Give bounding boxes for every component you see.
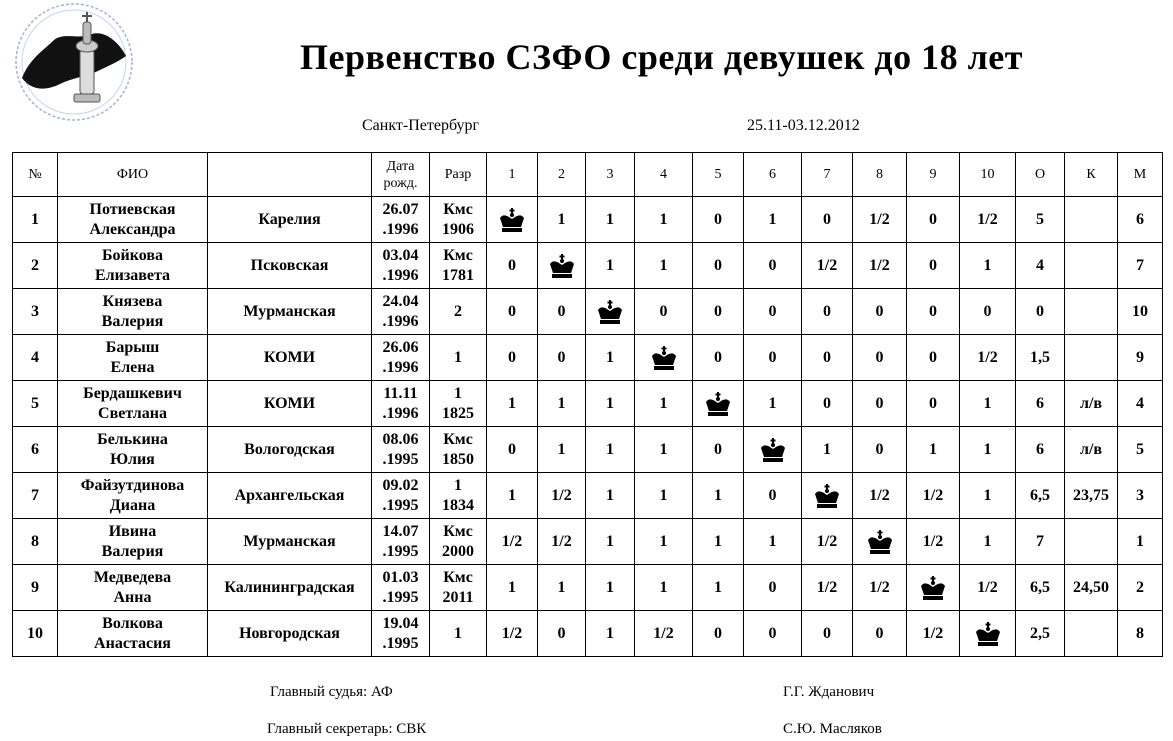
game-result: 0 [802, 335, 853, 381]
header-round: 8 [853, 153, 907, 197]
game-result: 0 [907, 197, 960, 243]
game-result: 1 [635, 243, 693, 289]
player-name [58, 427, 208, 473]
player-firstname: Александра [89, 220, 176, 238]
self-cell [853, 519, 907, 565]
birth-day-month: 14.07 [382, 522, 419, 540]
rating-class: 2 [454, 302, 462, 320]
player-surname: Бердашкевич [83, 384, 182, 402]
player-points: 5 [1016, 197, 1065, 243]
chess-king-icon [649, 345, 679, 371]
player-number: 8 [13, 519, 58, 565]
chess-federation-logo-icon [2, 0, 150, 128]
rating-value: 1825 [442, 404, 474, 422]
player-firstname: Диана [109, 496, 156, 514]
player-region: Псковская [208, 243, 372, 289]
game-result: 1 [693, 519, 744, 565]
player-birthdate [372, 243, 430, 289]
player-points: 1,5 [1016, 335, 1065, 381]
player-region: Архангельская [208, 473, 372, 519]
rating-class: 1 [454, 476, 462, 494]
game-result: 0 [853, 611, 907, 657]
player-surname: Медведева [93, 568, 172, 586]
player-region: Новгородская [208, 611, 372, 657]
player-birthdate [372, 565, 430, 611]
game-result: 1 [586, 565, 635, 611]
rating-value: 2011 [442, 588, 474, 606]
chess-king-icon [865, 529, 895, 555]
game-result: 0 [907, 381, 960, 427]
birth-year: .1996 [382, 220, 419, 238]
player-place: 10 [1118, 289, 1163, 335]
game-result: 1/2 [960, 335, 1016, 381]
table-row [13, 197, 1163, 243]
game-result: 1 [802, 427, 853, 473]
player-coefficient [1065, 611, 1118, 657]
header-rating: Разр [430, 153, 487, 197]
player-coefficient [1065, 519, 1118, 565]
player-number: 6 [13, 427, 58, 473]
player-region: Вологодская [208, 427, 372, 473]
game-result: 0 [538, 289, 586, 335]
player-points: 6,5 [1016, 473, 1065, 519]
game-result: 0 [960, 289, 1016, 335]
birth-year: .1995 [382, 450, 419, 468]
game-result: 0 [802, 381, 853, 427]
player-rating [430, 197, 487, 243]
player-place: 6 [1118, 197, 1163, 243]
game-result: 1 [538, 381, 586, 427]
player-region: Мурманская [208, 519, 372, 565]
player-rating [430, 427, 487, 473]
player-surname: Барыш [105, 338, 160, 356]
player-coefficient [1065, 243, 1118, 289]
player-coefficient [1065, 289, 1118, 335]
player-name [58, 197, 208, 243]
chess-king-icon [547, 253, 577, 279]
player-number: 9 [13, 565, 58, 611]
player-region: КОМИ [208, 381, 372, 427]
player-points: 6 [1016, 381, 1065, 427]
game-result: 0 [538, 611, 586, 657]
chess-king-icon [497, 207, 527, 233]
player-coefficient [1065, 197, 1118, 243]
player-birthdate [372, 427, 430, 473]
self-cell [744, 427, 802, 473]
game-result: 1 [635, 519, 693, 565]
player-place: 8 [1118, 611, 1163, 657]
birth-day-month: 26.07 [382, 200, 419, 218]
game-result: 1 [487, 381, 538, 427]
player-place: 1 [1118, 519, 1163, 565]
game-result: 1/2 [853, 473, 907, 519]
rating-value: 1906 [442, 220, 474, 238]
self-cell [538, 243, 586, 289]
player-firstname: Юлия [110, 450, 155, 468]
player-region: Калининградская [208, 565, 372, 611]
game-result: 0 [693, 197, 744, 243]
game-result: 0 [802, 289, 853, 335]
birth-year: .1996 [382, 266, 419, 284]
header-round: 7 [802, 153, 853, 197]
player-points: 6 [1016, 427, 1065, 473]
game-result: 1 [635, 565, 693, 611]
player-coefficient: 23,75 [1065, 473, 1118, 519]
player-points: 0 [1016, 289, 1065, 335]
game-result: 1 [960, 243, 1016, 289]
game-result: 0 [538, 335, 586, 381]
game-result: 1/2 [853, 565, 907, 611]
crosstable [12, 152, 1163, 657]
game-result: 0 [853, 381, 907, 427]
birth-day-month: 11.11 [383, 384, 418, 402]
player-surname: Файзутдинова [80, 476, 185, 494]
self-cell [586, 289, 635, 335]
game-result: 1 [907, 427, 960, 473]
birth-year: .1995 [382, 496, 419, 514]
player-birthdate [372, 519, 430, 565]
header-round: 9 [907, 153, 960, 197]
table-row [13, 473, 1163, 519]
player-region: Карелия [208, 197, 372, 243]
player-rating [430, 289, 487, 335]
header-name: ФИО [58, 153, 208, 197]
player-place: 9 [1118, 335, 1163, 381]
player-birthdate [372, 289, 430, 335]
game-result: 1 [586, 519, 635, 565]
game-result: 0 [907, 243, 960, 289]
chess-king-icon [973, 621, 1003, 647]
table-row [13, 243, 1163, 289]
chief-secretary-name: С.Ю. Масляков [783, 721, 882, 737]
player-points: 7 [1016, 519, 1065, 565]
player-name [58, 289, 208, 335]
self-cell [487, 197, 538, 243]
player-number: 7 [13, 473, 58, 519]
player-surname: Потиевская [89, 200, 176, 218]
game-result: 0 [744, 611, 802, 657]
player-points: 6,5 [1016, 565, 1065, 611]
player-surname: Князева [102, 292, 163, 310]
player-birthdate [372, 381, 430, 427]
chess-king-icon [918, 575, 948, 601]
game-result: 0 [693, 427, 744, 473]
player-surname: Волкова [102, 614, 163, 632]
game-result: 1/2 [802, 519, 853, 565]
birth-day-month: 26.06 [382, 338, 419, 356]
chief-secretary-label: Главный секретарь: СВК [267, 721, 427, 737]
birth-year: .1995 [382, 588, 419, 606]
game-result: 0 [487, 243, 538, 289]
game-result: 1/2 [635, 611, 693, 657]
page-title: Первенство СЗФО среди девушек до 18 лет [300, 37, 1023, 77]
game-result: 1/2 [853, 243, 907, 289]
chief-judge-name: Г.Г. Жданович [783, 684, 875, 700]
game-result: 1 [635, 473, 693, 519]
game-result: 0 [853, 427, 907, 473]
birth-day-month: 09.02 [382, 476, 419, 494]
header-round: 5 [693, 153, 744, 197]
game-result: 0 [693, 335, 744, 381]
rating-value: 2000 [442, 542, 474, 560]
player-name [58, 519, 208, 565]
player-name [58, 611, 208, 657]
rating-class: Кмс [443, 430, 473, 448]
game-result: 1 [744, 381, 802, 427]
player-coefficient: л/в [1065, 381, 1118, 427]
player-rating [430, 565, 487, 611]
player-coefficient: л/в [1065, 427, 1118, 473]
header-place: М [1118, 153, 1163, 197]
player-birthdate [372, 335, 430, 381]
birth-day-month: 24.04 [382, 292, 419, 310]
self-cell [635, 335, 693, 381]
game-result: 1/2 [487, 519, 538, 565]
table-row [13, 427, 1163, 473]
player-firstname: Анастасия [94, 634, 171, 652]
game-result: 1 [586, 335, 635, 381]
game-result: 0 [487, 335, 538, 381]
game-result: 1/2 [907, 473, 960, 519]
header-round: 2 [538, 153, 586, 197]
player-region: Мурманская [208, 289, 372, 335]
game-result: 1 [960, 427, 1016, 473]
chief-judge-label: Главный судья: АФ [270, 684, 393, 700]
tournament-city: Санкт-Петербург [362, 117, 480, 134]
player-firstname: Елизавета [94, 266, 171, 284]
game-result: 1 [538, 565, 586, 611]
chess-king-icon [758, 437, 788, 463]
player-number: 5 [13, 381, 58, 427]
game-result: 1 [487, 565, 538, 611]
table-row [13, 519, 1163, 565]
game-result: 1/2 [907, 519, 960, 565]
player-place: 4 [1118, 381, 1163, 427]
player-coefficient [1065, 335, 1118, 381]
game-result: 1 [586, 611, 635, 657]
player-rating [430, 519, 487, 565]
table-row [13, 289, 1163, 335]
header-round: 10 [960, 153, 1016, 197]
self-cell [693, 381, 744, 427]
game-result: 1 [693, 473, 744, 519]
game-result: 1 [586, 381, 635, 427]
rating-class: Кмс [443, 522, 473, 540]
player-place: 5 [1118, 427, 1163, 473]
chess-king-icon [812, 483, 842, 509]
game-result: 0 [635, 289, 693, 335]
player-number: 2 [13, 243, 58, 289]
rating-class: 1 [454, 384, 462, 402]
game-result: 0 [744, 243, 802, 289]
birth-year: .1996 [382, 404, 419, 422]
self-cell [802, 473, 853, 519]
birth-day-month: 19.04 [382, 614, 419, 632]
birth-year: .1995 [382, 542, 419, 560]
player-birthdate [372, 197, 430, 243]
game-result: 1/2 [487, 611, 538, 657]
game-result: 1/2 [802, 243, 853, 289]
game-result: 1 [538, 427, 586, 473]
player-birthdate [372, 473, 430, 519]
game-result: 0 [487, 427, 538, 473]
game-result: 0 [853, 289, 907, 335]
player-region: КОМИ [208, 335, 372, 381]
game-result: 1 [487, 473, 538, 519]
game-result: 0 [853, 335, 907, 381]
game-result: 0 [487, 289, 538, 335]
header-region [208, 153, 372, 197]
rating-class: Кмс [443, 200, 473, 218]
birth-year: .1995 [382, 634, 419, 652]
game-result: 1/2 [853, 197, 907, 243]
game-result: 1 [586, 243, 635, 289]
player-name [58, 565, 208, 611]
player-surname: Бойкова [101, 246, 164, 264]
table-row [13, 335, 1163, 381]
table-row [13, 611, 1163, 657]
game-result: 0 [744, 565, 802, 611]
player-name [58, 335, 208, 381]
game-result: 1 [586, 197, 635, 243]
rating-value: 1850 [442, 450, 474, 468]
game-result: 1/2 [802, 565, 853, 611]
game-result: 1 [960, 519, 1016, 565]
header-round: 3 [586, 153, 635, 197]
game-result: 0 [693, 289, 744, 335]
header-coef: К [1065, 153, 1118, 197]
header-round: 1 [487, 153, 538, 197]
game-result: 0 [744, 289, 802, 335]
header-birth: Дата рожд. [372, 153, 430, 197]
player-birthdate [372, 611, 430, 657]
player-surname: Белькина [97, 430, 168, 448]
game-result: 1 [586, 473, 635, 519]
header-num: № [13, 153, 58, 197]
player-rating [430, 473, 487, 519]
birth-year: .1996 [382, 358, 419, 376]
player-points: 4 [1016, 243, 1065, 289]
player-number: 3 [13, 289, 58, 335]
player-points: 2,5 [1016, 611, 1065, 657]
player-number: 10 [13, 611, 58, 657]
game-result: 1 [635, 427, 693, 473]
player-firstname: Светлана [98, 404, 167, 422]
game-result: 0 [744, 335, 802, 381]
player-number: 4 [13, 335, 58, 381]
game-result: 0 [802, 197, 853, 243]
game-result: 0 [744, 473, 802, 519]
rating-class: Кмс [443, 246, 473, 264]
rating-value: 1834 [442, 496, 474, 514]
header-round: 4 [635, 153, 693, 197]
game-result: 1 [744, 519, 802, 565]
birth-day-month: 08.06 [382, 430, 419, 448]
player-name [58, 473, 208, 519]
game-result: 1/2 [538, 473, 586, 519]
game-result: 0 [693, 611, 744, 657]
game-result: 1 [586, 427, 635, 473]
game-result: 1 [960, 473, 1016, 519]
header-points: О [1016, 153, 1065, 197]
player-number: 1 [13, 197, 58, 243]
game-result: 1/2 [538, 519, 586, 565]
table-row [13, 381, 1163, 427]
player-firstname: Елена [110, 358, 155, 376]
player-rating [430, 381, 487, 427]
game-result: 1/2 [960, 565, 1016, 611]
player-firstname: Валерия [101, 312, 164, 330]
player-surname: Ивина [108, 522, 157, 540]
player-firstname: Валерия [101, 542, 164, 560]
game-result: 0 [802, 611, 853, 657]
player-rating [430, 335, 487, 381]
self-cell [960, 611, 1016, 657]
game-result: 1/2 [960, 197, 1016, 243]
player-place: 7 [1118, 243, 1163, 289]
player-rating [430, 243, 487, 289]
player-firstname: Анна [113, 588, 152, 606]
chess-king-icon [703, 391, 733, 417]
game-result: 1 [538, 197, 586, 243]
rating-class: Кмс [443, 568, 473, 586]
game-result: 0 [907, 289, 960, 335]
player-place: 3 [1118, 473, 1163, 519]
player-rating [430, 611, 487, 657]
rating-value: 1781 [442, 266, 474, 284]
rating-class: 1 [454, 624, 462, 642]
game-result: 1 [635, 381, 693, 427]
game-result: 0 [907, 335, 960, 381]
self-cell [907, 565, 960, 611]
header-round: 6 [744, 153, 802, 197]
table-row [13, 565, 1163, 611]
crosstable-header [13, 153, 1163, 197]
player-name [58, 243, 208, 289]
game-result: 1 [744, 197, 802, 243]
game-result: 1 [693, 565, 744, 611]
birth-day-month: 01.03 [382, 568, 419, 586]
game-result: 1 [960, 381, 1016, 427]
player-place: 2 [1118, 565, 1163, 611]
birth-day-month: 03.04 [382, 246, 419, 264]
tournament-dates: 25.11-03.12.2012 [747, 117, 860, 134]
game-result: 1/2 [907, 611, 960, 657]
chess-king-icon [595, 299, 625, 325]
rating-class: 1 [454, 348, 462, 366]
player-coefficient: 24,50 [1065, 565, 1118, 611]
player-name [58, 381, 208, 427]
birth-year: .1996 [382, 312, 419, 330]
game-result: 0 [693, 243, 744, 289]
game-result: 1 [635, 197, 693, 243]
